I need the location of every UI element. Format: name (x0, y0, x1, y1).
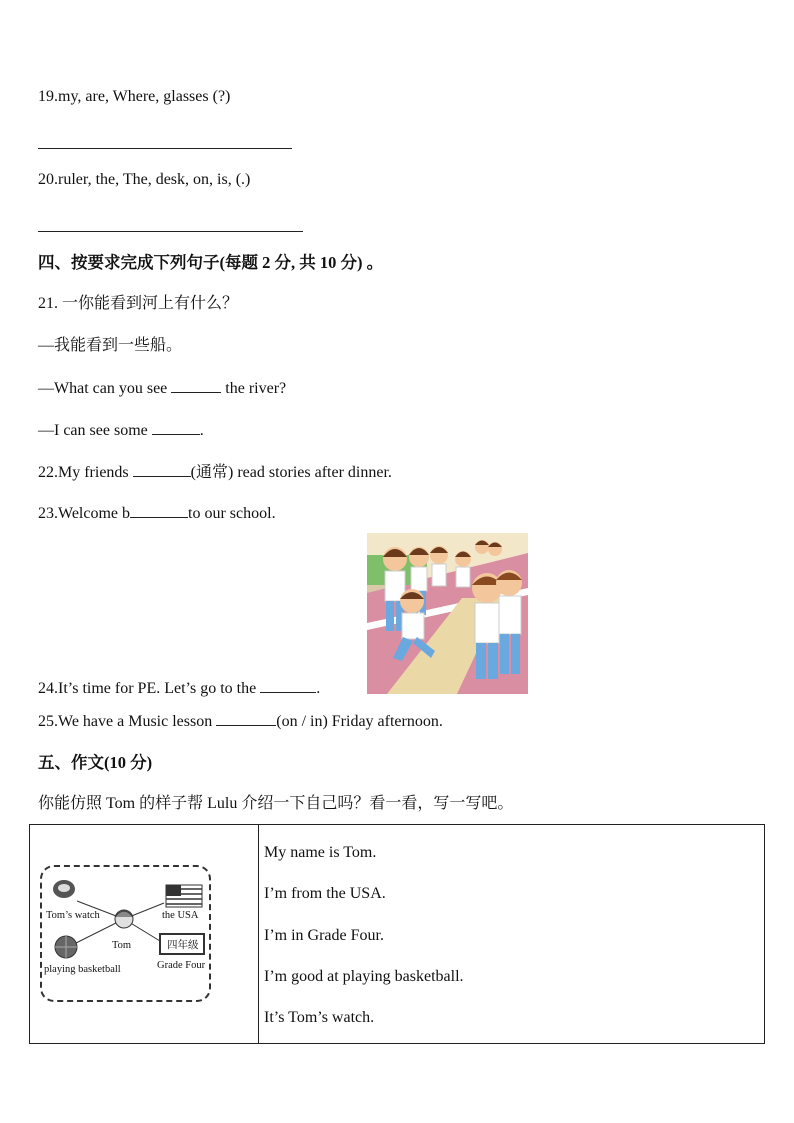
map-label-grade: Grade Four (157, 960, 206, 971)
question-19: 19.my, are, Where, glasses (?) (38, 88, 231, 105)
essay-line-5: It’s Tom’s watch. (264, 1009, 375, 1026)
answer-line-19[interactable] (38, 148, 292, 149)
question-21-english-2: —I can see some . (38, 422, 204, 439)
blank-23[interactable] (130, 503, 188, 518)
question-21-chinese-1: 21. 一你能看到河上有什么？ (38, 295, 239, 312)
question-20: 20.ruler, the, The, desk, on, is, (.) (38, 171, 251, 188)
blank-24[interactable] (260, 678, 316, 693)
question-23: 23.Welcome b to our school. (38, 505, 276, 522)
map-label-watch: Tom’s watch (46, 910, 100, 921)
watch-icon (53, 880, 75, 898)
question-21-english-1: —What can you see the river? (38, 380, 287, 397)
boy-face-icon (115, 910, 133, 928)
map-label-name: Tom (112, 940, 132, 951)
essay-line-4: I’m good at playing basketball. (264, 968, 464, 985)
usa-flag-icon (166, 885, 202, 907)
playground-long-jump-illustration (367, 533, 528, 694)
map-label-country: the USA (162, 910, 199, 921)
tom-mind-map (40, 865, 211, 1002)
blank-21b[interactable] (152, 420, 200, 435)
map-label-sport: playing basketball (44, 964, 121, 975)
question-22: 22.My friends (通常) read stories after dinner. (38, 464, 392, 481)
essay-line-1: My name is Tom. (264, 844, 377, 861)
basketball-icon (55, 936, 77, 958)
section-4-heading: 四、按要求完成下列句子(每题 2 分, 共 10 分) 。 (38, 253, 384, 272)
blank-25[interactable] (216, 711, 276, 726)
answer-line-20[interactable] (38, 231, 303, 232)
map-label-grade-box: 四年级 (167, 940, 199, 951)
question-21-chinese-2: —我能看到一些船。 (38, 337, 183, 354)
question-24: 24.It’s time for PE. Let’s go to the . (38, 680, 321, 697)
question-25: 25.We have a Music lesson (on / in) Friday afternoon. (38, 713, 443, 730)
blank-21a[interactable] (171, 378, 221, 393)
essay-instruction: 你能仿照 Tom 的样子帮 Lulu 介绍一下自己吗？看一看，写一写吧。 (38, 795, 514, 812)
blank-22[interactable] (133, 462, 191, 477)
essay-line-3: I’m in Grade Four. (264, 927, 384, 944)
essay-line-2: I’m from the USA. (264, 885, 386, 902)
section-5-heading: 五、作文(10 分) (38, 753, 153, 772)
